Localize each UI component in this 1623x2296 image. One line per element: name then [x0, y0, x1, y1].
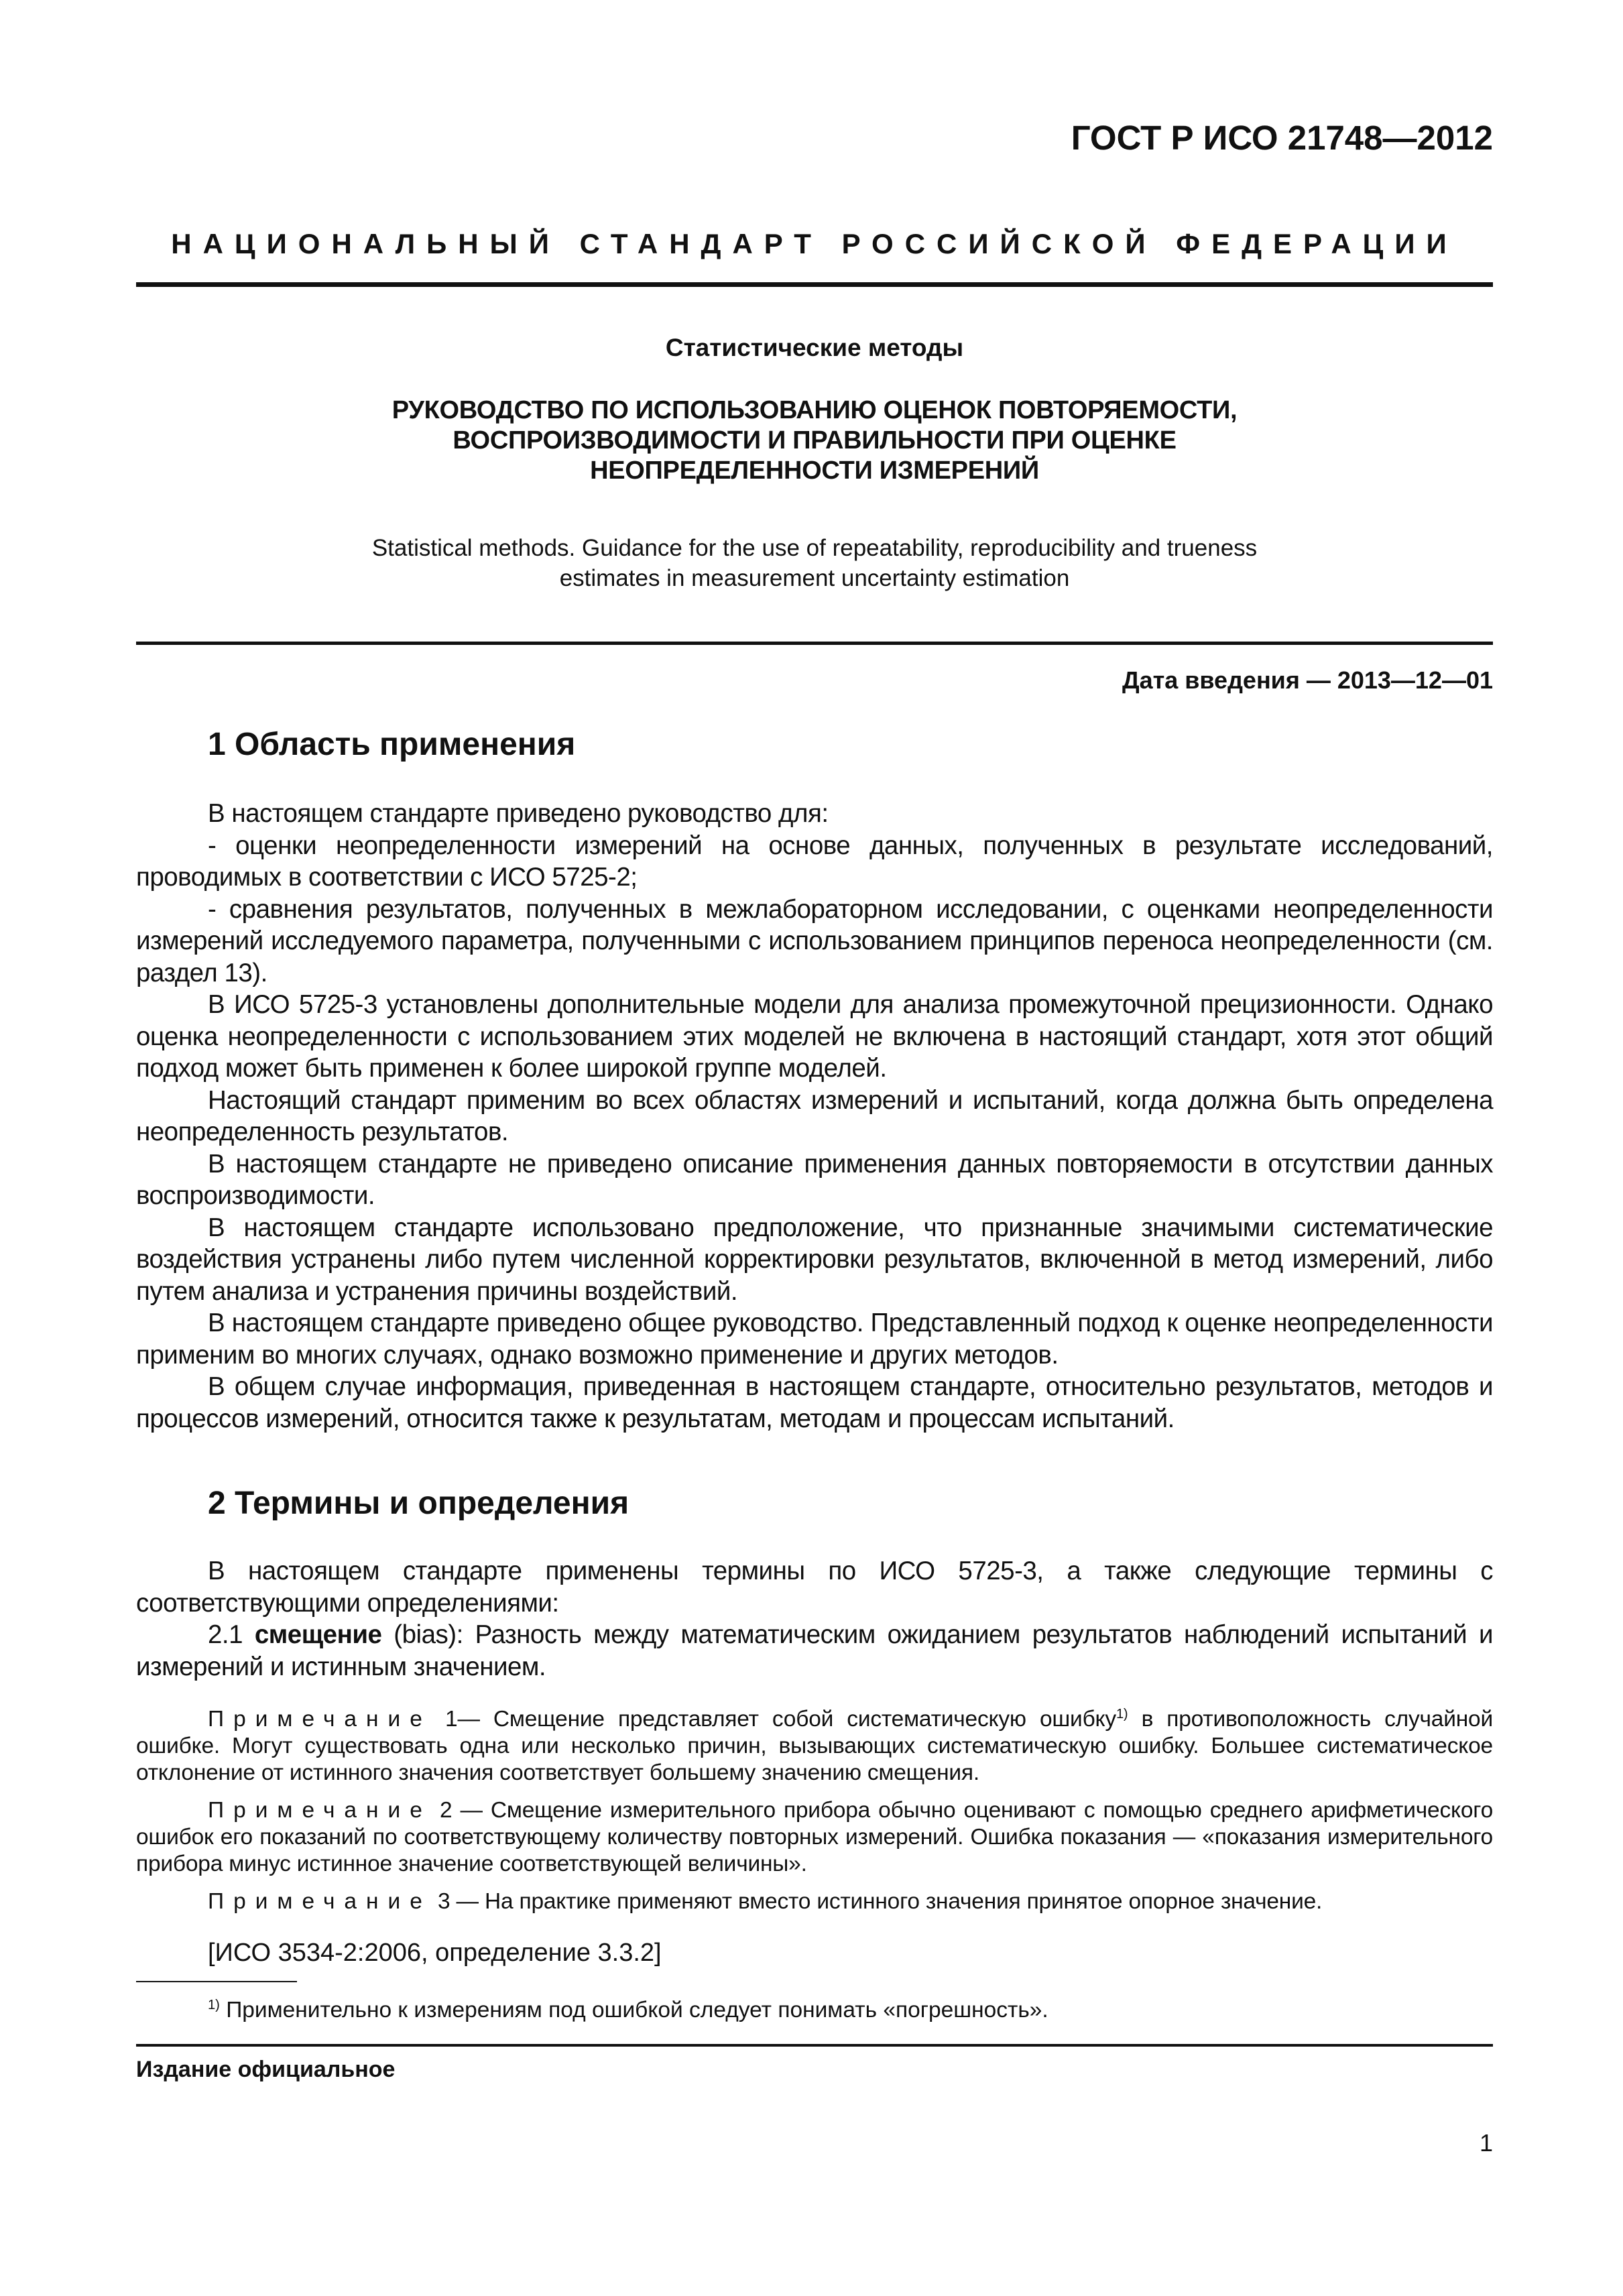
standard-category: Статистические методы	[665, 334, 964, 361]
note-number: 1—	[445, 1707, 480, 1732]
title-line: РУКОВОДСТВО ПО ИСПОЛЬЗОВАНИЮ ОЦЕНОК ПОВТОРЯЕМОСТИ,	[392, 396, 1238, 424]
paragraph: В настоящем стандарте использовано предположение, что признанные значимыми систематические воздействия устранены либо путем численной корректировки результатов, включенной в метод измерений, либо путем анализа и устранения причины воздействий.	[136, 1213, 1493, 1306]
title-line: ВОСПРОИЗВОДИМОСТИ И ПРАВИЛЬНОСТИ ПРИ ОЦЕНКЕ	[453, 426, 1177, 455]
footnote-marker: 1)	[1116, 1706, 1128, 1721]
paragraph: В настоящем стандарте не приведено описание применения данных повторяемости в отсутствии данных воспроизводимости.	[136, 1149, 1493, 1210]
page-number: 1	[1479, 2129, 1493, 2157]
edition-label: Издание официальное	[136, 2057, 396, 2082]
note-1	[136, 1706, 1493, 1787]
english-title-line: estimates in measurement uncertainty estimation	[559, 565, 1070, 591]
footer-divider	[136, 2044, 1493, 2047]
national-standard-banner: НАЦИОНАЛЬНЫЙ СТАНДАРТ РОССИЙСКОЙ ФЕДЕРАЦИИ	[171, 228, 1458, 259]
note-text: Смещение представляет собой систематическую ошибку	[493, 1707, 1116, 1732]
paragraph: В настоящем стандарте приведено общее руководство. Представленный подход к оценке неопределенности применим во многих случаях, однако возможно применение и других методов.	[136, 1309, 1493, 1370]
note-label: Примечание	[208, 1707, 432, 1732]
note-label: Примечание	[208, 1798, 432, 1823]
section-2-heading: 2 Термины и определения	[208, 1486, 629, 1521]
note-3	[136, 1888, 1493, 1915]
source-reference: [ИСО 3534-2:2006, определение 3.3.2]	[208, 1939, 662, 1967]
section-1-heading: 1 Область применения	[208, 727, 576, 762]
footnote-divider	[136, 1981, 297, 1982]
note-text: Смещение измерительного прибора обычно оценивают с помощью среднего арифметического ошибок его показаний по соответствующему количеству повторных измерений. Ошибка показания — «показания измерительного прибора минус истинное значение соответствующей величины».	[136, 1798, 1494, 1876]
paragraph: В настоящем стандарте приведено руководство для:	[208, 799, 829, 828]
term-text: Разность между математическим ожиданием результатов наблюдений испытаний и измерений и истинным значением.	[136, 1620, 1494, 1681]
footnote-text: Применительно к измерениям под ошибкой следует понимать «погрешность».	[226, 1998, 1048, 2022]
title-divider	[136, 642, 1493, 645]
title-line: НЕОПРЕДЕЛЕННОСТИ ИЗМЕРЕНИЙ	[590, 457, 1039, 485]
term-english: (bias):	[394, 1620, 463, 1649]
introduction-date: Дата введения — 2013—12—01	[1122, 666, 1493, 694]
paragraph: Настоящий стандарт применим во всех областях измерений и испытаний, когда должна быть определена неопределенность результатов.	[136, 1085, 1493, 1146]
term-number: 2.1	[208, 1620, 243, 1649]
note-text: На практике применяют вместо истинного значения принятое опорное значение.	[484, 1889, 1323, 1914]
header-divider	[136, 282, 1493, 287]
term-word: смещение	[254, 1620, 382, 1649]
section-1-body	[136, 798, 1493, 1435]
note-number: 3 —	[438, 1889, 479, 1914]
standard-title	[136, 396, 1493, 486]
note-2	[136, 1797, 1493, 1878]
paragraph: - оценки неопределенности измерений на основе данных, полученных в результате исследований, проводимых в соответствии с ИСО 5725-2;	[136, 831, 1493, 892]
footnote	[208, 1998, 1048, 2023]
paragraph: В общем случае информация, приведенная в настоящем стандарте, относительно результатов, методов и процессов измерений, относится также к результатам, методам и процессам испытаний.	[136, 1372, 1493, 1433]
english-title-line: Statistical methods. Guidance for the use of repeatability, reproducibility and trueness	[371, 535, 1258, 561]
paragraph: В настоящем стандарте применены термины по ИСО 5725-3, а также следующие термины с соответствующими определениями:	[136, 1557, 1493, 1618]
term-definition	[136, 1619, 1493, 1683]
section-2-body	[136, 1555, 1493, 1683]
footnote-marker: 1)	[208, 1997, 220, 2012]
paragraph: - сравнения результатов, полученных в межлабораторном исследовании, с оценками неопределенности измерений исследуемого параметра, полученными с использованием принципов переноса неопределенности (см. раздел 13).	[136, 894, 1493, 987]
english-title	[136, 533, 1493, 593]
note-label: Примечание	[208, 1889, 432, 1914]
paragraph: В ИСО 5725-3 установлены дополнительные модели для анализа промежуточной прецизионности. Однако оценка неопределенности с использованием этих моделей не включена в настоящий стандарт, хотя этот общий подход может быть применен к более широкой группе моделей.	[136, 990, 1493, 1083]
note-number: 2 —	[439, 1798, 483, 1823]
notes-block	[136, 1706, 1493, 1926]
document-code: ГОСТ Р ИСО 21748—2012	[1071, 119, 1493, 157]
note-text: в противоположность случайной ошибке. Могут существовать одна или несколько причин, вызывающих систематическую ошибку. Большее систематическое отклонение от истинного значения соответствует большему значению смещения.	[136, 1707, 1493, 1785]
